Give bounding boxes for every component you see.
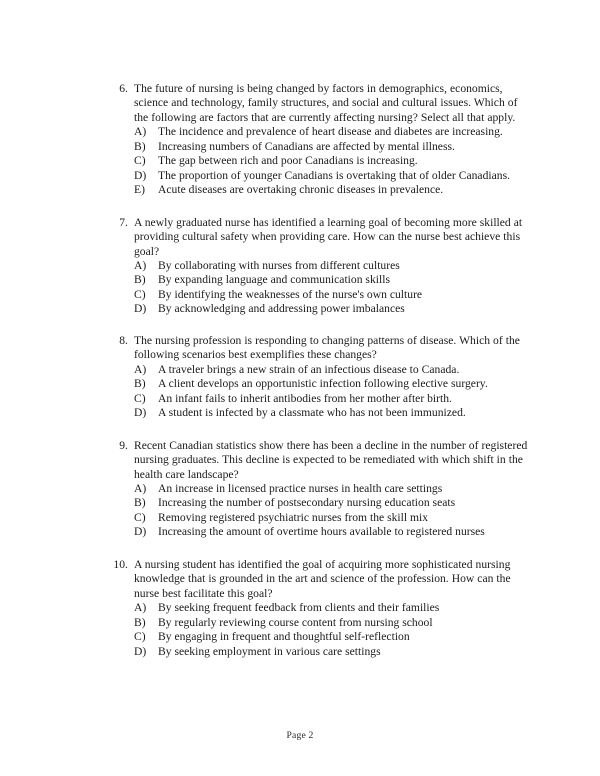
- option-text: The proportion of younger Canadians is overtaking that of older Canadians.: [158, 168, 511, 182]
- answer-option[interactable]: [134, 511, 530, 526]
- option-text: The gap between rich and poor Canadians is increasing.: [158, 154, 418, 168]
- answer-option[interactable]: [134, 154, 530, 169]
- option-text: Removing registered psychiatric nurses from the skill mix: [158, 510, 429, 524]
- option-text: Acute diseases are overtaking chronic diseases in prevalence.: [158, 183, 444, 197]
- option-letter: D): [134, 644, 147, 658]
- answer-options: [106, 259, 530, 317]
- option-letter: D): [134, 525, 147, 539]
- answer-option[interactable]: [134, 288, 530, 303]
- answer-option[interactable]: [134, 392, 530, 407]
- option-text: Increasing numbers of Canadians are affected by mental illness.: [158, 139, 455, 153]
- answer-option[interactable]: [134, 645, 530, 660]
- option-letter: A): [134, 481, 147, 495]
- question-text: The future of nursing is being changed by factors in demographics, economics, science and technology, family structures, and social and cultural issues. Which of the following are factors that are currently affecting nursing? Select all that apply.: [134, 82, 518, 124]
- question-item: [106, 216, 530, 317]
- option-letter: D): [134, 406, 147, 420]
- question-number: 8.: [119, 333, 128, 347]
- question-text: A newly graduated nurse has identified a learning goal of becoming more skilled at providing cultural safety when providing care. How can the nurse best achieve this goal?: [134, 215, 523, 258]
- answer-options: [106, 125, 530, 198]
- answer-option[interactable]: [134, 377, 530, 392]
- question-number: 6.: [119, 82, 128, 95]
- answer-option[interactable]: [134, 601, 530, 616]
- option-text: Increasing the number of postsecondary nursing education seats: [158, 496, 456, 510]
- question-stem-row: [106, 82, 530, 125]
- answer-option[interactable]: [134, 616, 530, 631]
- question-stem-row: [106, 334, 530, 363]
- option-text: The incidence and prevalence of heart disease and diabetes are increasing.: [158, 125, 503, 139]
- option-letter: C): [134, 154, 146, 168]
- question-stem-row: [106, 558, 530, 601]
- answer-option[interactable]: [134, 125, 530, 140]
- option-text: By seeking employment in various care settings: [158, 644, 381, 658]
- question-number: 7.: [119, 215, 128, 229]
- option-letter: B): [134, 377, 146, 391]
- answer-option[interactable]: [134, 525, 530, 540]
- answer-options: [106, 482, 530, 540]
- option-letter: A): [134, 601, 147, 615]
- option-text: An increase in licensed practice nurses in health care settings: [158, 481, 443, 495]
- option-letter: A): [134, 125, 147, 139]
- answer-option[interactable]: [134, 482, 530, 497]
- answer-option[interactable]: [134, 273, 530, 288]
- option-letter: A): [134, 362, 147, 376]
- option-letter: D): [134, 302, 147, 316]
- question-number: 9.: [119, 438, 128, 452]
- answer-option[interactable]: [134, 496, 530, 511]
- option-letter: B): [134, 273, 146, 287]
- page-footer: Page 2: [286, 730, 314, 741]
- option-text: By regularly reviewing course content from nursing school: [158, 615, 433, 629]
- option-text: By engaging in frequent and thoughtful self-reflection: [158, 630, 410, 644]
- question-number: 10.: [113, 557, 128, 571]
- option-letter: A): [134, 258, 147, 272]
- option-letter: D): [134, 168, 147, 182]
- answer-option[interactable]: [134, 630, 530, 645]
- option-letter: B): [134, 496, 146, 510]
- option-letter: B): [134, 139, 146, 153]
- option-text: Increasing the amount of overtime hours available to registered nurses: [158, 525, 485, 539]
- question-text: A nursing student has identified the goal of acquiring more sophisticated nursing knowledge that is grounded in the art and science of the profession. How can the nurse best facilitate this goal?: [134, 557, 511, 600]
- option-letter: B): [134, 615, 146, 629]
- answer-option[interactable]: [134, 363, 530, 378]
- question-list: [106, 82, 530, 659]
- option-text: A traveler brings a new strain of an infectious disease to Canada.: [158, 362, 460, 376]
- option-text: A client develops an opportunistic infection following elective surgery.: [158, 377, 488, 391]
- question-text: The nursing profession is responding to changing patterns of disease. Which of the following scenarios best exemplifies these changes?: [134, 333, 520, 362]
- option-text: A student is infected by a classmate who has not been immunized.: [158, 406, 466, 420]
- question-stem-row: [106, 216, 530, 259]
- question-item: [106, 439, 530, 540]
- answer-option[interactable]: [134, 406, 530, 421]
- option-text: By acknowledging and addressing power imbalances: [158, 302, 405, 316]
- question-item: [106, 558, 530, 659]
- question-item: [106, 82, 530, 198]
- question-stem-row: [106, 439, 530, 482]
- option-letter: C): [134, 287, 146, 301]
- option-letter: C): [134, 630, 146, 644]
- option-letter: E): [134, 183, 145, 197]
- answer-option[interactable]: [134, 259, 530, 274]
- option-text: By seeking frequent feedback from clients and their families: [158, 601, 440, 615]
- answer-option[interactable]: [134, 302, 530, 317]
- answer-option[interactable]: [134, 183, 530, 198]
- option-letter: C): [134, 391, 146, 405]
- question-item: [106, 334, 530, 421]
- option-text: By expanding language and communication skills: [158, 273, 390, 287]
- question-text: Recent Canadian statistics show there has been a decline in the number of registered nursing graduates. This decline is expected to be remediated with which shift in the health care landscape?: [134, 438, 528, 481]
- answer-options: [106, 363, 530, 421]
- answer-option[interactable]: [134, 169, 530, 184]
- option-text: By collaborating with nurses from different cultures: [158, 258, 400, 272]
- answer-option[interactable]: [134, 140, 530, 155]
- answer-options: [106, 601, 530, 659]
- option-text: By identifying the weaknesses of the nurse's own culture: [158, 287, 423, 301]
- option-letter: C): [134, 510, 146, 524]
- option-text: An infant fails to inherit antibodies from her mother after birth.: [158, 391, 452, 405]
